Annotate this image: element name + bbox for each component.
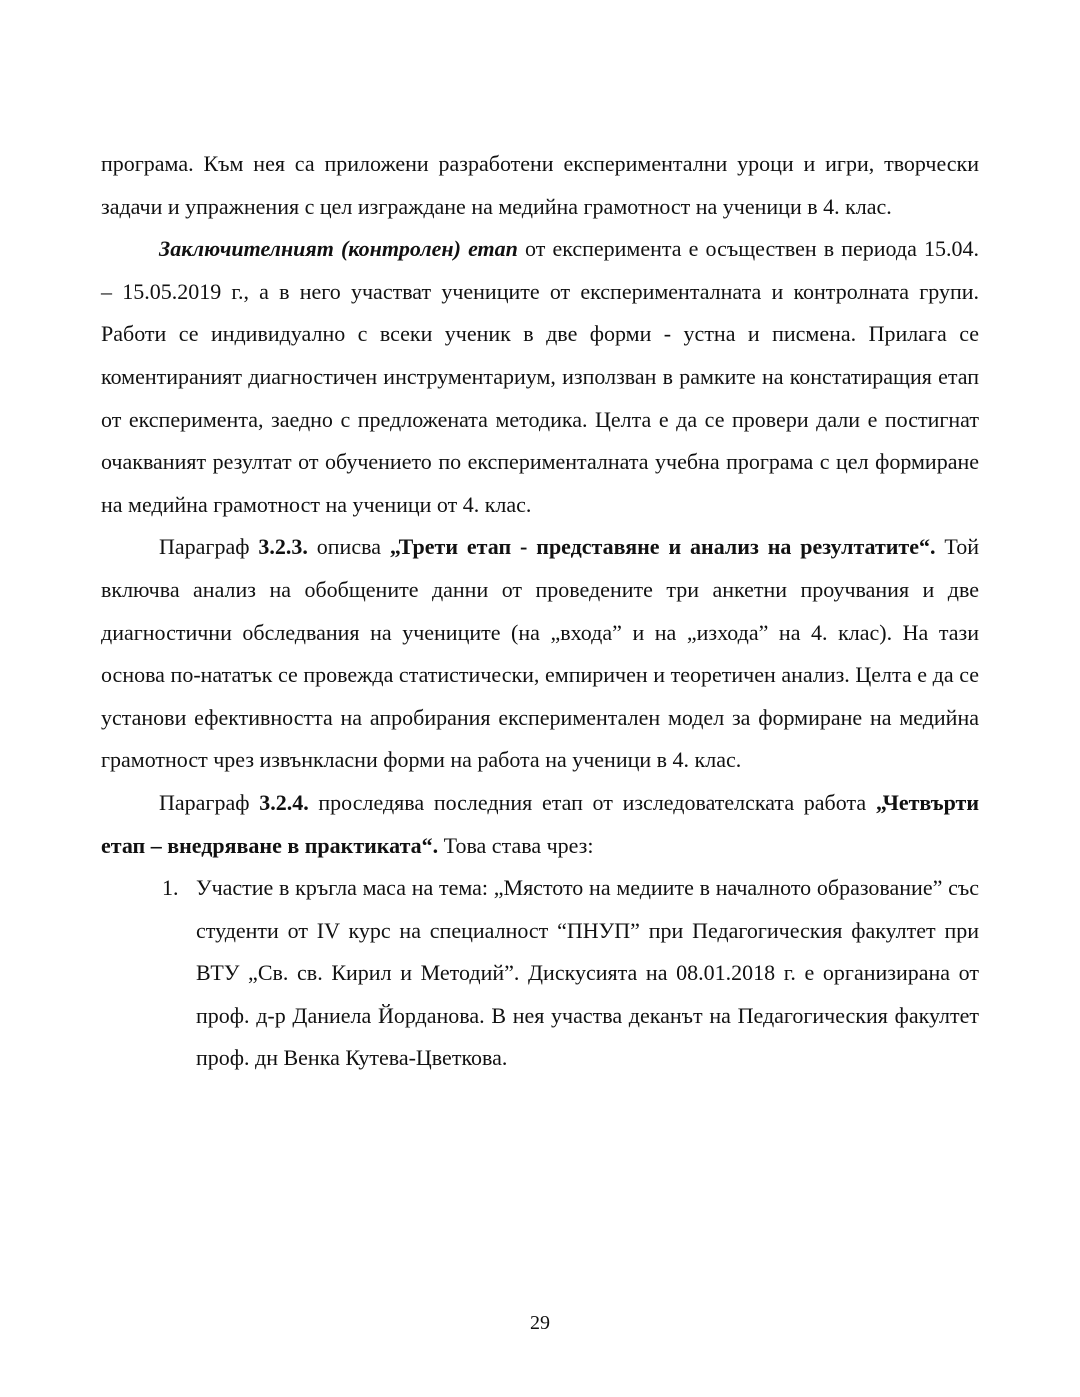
final-stage-emphasis: Заключителният (контролен) етап: [159, 236, 518, 262]
section-ref-3-2-4: 3.2.4.: [259, 789, 309, 815]
paragraph-text: от експеримента е осъществен в периода 15.04. – 15.05.2019 г., а в него участват учениците от експерименталната и контролната групи. Работи се индивидуално с всеки ученик в две форми - устна и писмена. Прилага се коментираният диагностичен инструментариум, използван в рамките на констатиращия етап от експеримента, заедно с предложената методика. Целта е да се провери дали е постигнат очакваният резултат от обучението по експерименталната учебна програма с цел формиране на медийна грамотност на ученици от 4. клас.: [101, 236, 979, 517]
paragraph-lead: Параграф: [159, 789, 260, 815]
third-stage-title: „Трети етап - представяне и анализ на резултатите“.: [389, 534, 936, 560]
list-item-number: 1.: [162, 875, 179, 901]
section-ref-3-2-3: 3.2.3.: [258, 534, 308, 560]
paragraph-text: Той включва анализ на обобщените данни от проведените три анкетни проучвания и две диагностични обследвания на учениците (на „входа” и на „изхода” на 4. клас). На тази основа по-нататък се провежда статистически, емпиричен и теоретичен анализ. Целта е да се установи ефективността на апробирания експериментален модел за формиране на медийна грамотност чрез извънкласни форми на работа на ученици в 4. клас.: [101, 534, 979, 773]
paragraph-section-3-2-3: [101, 526, 979, 782]
list-item-text: Участие в кръгла маса на тема: „Мястото на медиите в началното образование” със студенти от IV курс на специалност “ПНУП” при Педагогическия факултет при ВТУ „Св. св. Кирил и Методий”. Дискусията на 08.01.2018 г. е организирана от проф. д-р Даниела Йорданова. В нея участва деканът на Педагогическия факултет проф. дн Венка Кутева-Цветкова.: [196, 875, 979, 1071]
numbered-list: [101, 867, 979, 1080]
paragraph-section-3-2-4: [101, 782, 979, 867]
paragraph-program-continuation: [101, 143, 979, 228]
page-number: 29: [530, 1312, 550, 1334]
fourth-stage-title: „Четвърти етап – внедряване в практиката“.: [101, 789, 979, 858]
paragraph-mid: проследява последния етап от изследователската работа: [308, 789, 876, 815]
text-column: [101, 143, 979, 1080]
paragraph-text: Това става чрез:: [438, 832, 594, 858]
paragraph-text: програма. Към нея са приложени разработени експериментални уроци и игри, творчески задачи и упражнения с цел изграждане на медийна грамотност на ученици в 4. клас.: [101, 151, 979, 219]
paragraph-lead: Параграф: [159, 534, 259, 560]
paragraph-final-stage: [101, 228, 979, 526]
list-item: [101, 867, 979, 1080]
paragraph-mid: описва: [307, 534, 390, 560]
